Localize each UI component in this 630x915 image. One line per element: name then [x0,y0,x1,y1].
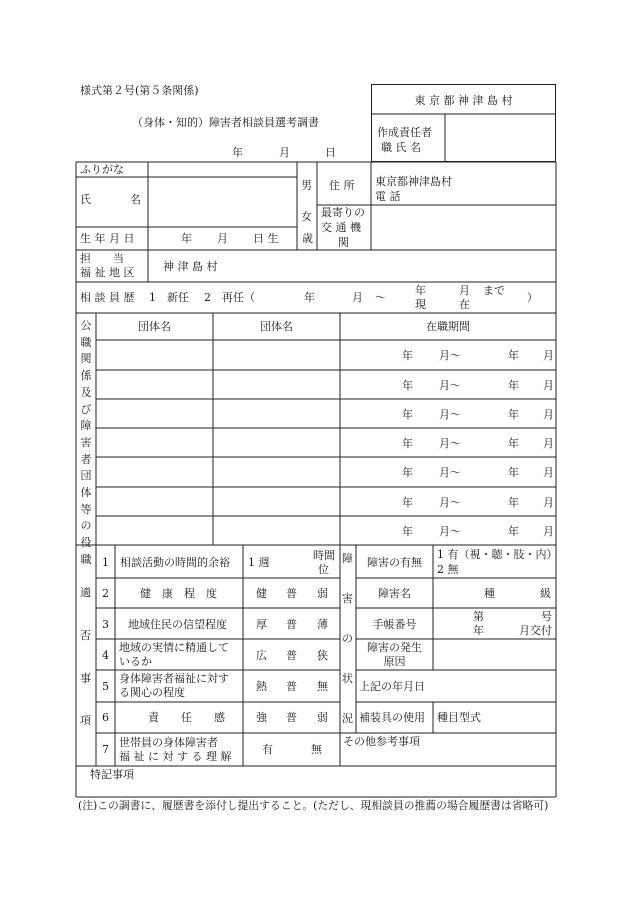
date-year-label: 年 [232,146,243,159]
history-zai: 在 [459,298,470,311]
disability-side-4: 状 [342,672,353,685]
item-no: 2 [102,587,109,600]
col-org-2: 団体名 [260,320,293,333]
birth-label: 生 年 月 日 [80,232,135,245]
col-period: 在職期間 [426,320,470,333]
row-month-from: 月～ [439,349,461,362]
disability-side-5: 況 [342,712,353,725]
row-month-to: 月 [543,379,554,392]
row-year: 年 [402,379,413,392]
item-label-trust: 地域住民の信望程度 [128,618,227,631]
history-year: 年 [304,291,315,304]
family-no: 無 [311,743,322,756]
item-label-family-2: 福 祉 に 対 す る 理 解 [119,750,232,763]
disability-side-2: 害 [342,592,353,605]
row-year-to: 年 [508,437,519,450]
hours-label-1: 時間 [313,549,335,562]
row-year: 年 [402,437,413,450]
item-label-interest-2: る関心の程度 [119,686,185,699]
remarks-label: 特記事項 [90,768,134,781]
disability-grade: 級 [540,587,551,600]
history-tilde: ～ [375,291,386,304]
notebook-year: 年 [473,624,484,637]
transport-label-1: 最寄りの [321,206,365,219]
history-label: 相 談 員 歴 [80,291,135,304]
disability-presence-label: 障害の有無 [367,556,422,569]
row-year: 年 [402,408,413,421]
grade-normal: 普 [286,680,297,693]
birth-month: 月 [217,232,228,245]
item-label-interest-1: 身体障害者福祉に対す [119,672,229,685]
form-number: 様式第２号(第５条関係) [80,84,199,97]
name-label-1: 氏 [80,193,91,206]
grade-high: 広 [256,649,267,662]
col-org-1: 団体名 [138,320,171,333]
item-no: 5 [102,680,109,693]
notebook-issued: 月交付 [519,624,552,637]
disability-kind: 種 [484,587,495,600]
sex-male: 男 [301,179,312,192]
item-no: 1 [102,556,109,569]
row-month-to: 月 [543,437,554,450]
grade-high: 健 [256,587,267,600]
row-year: 年 [402,349,413,362]
grade-high: 強 [256,711,267,724]
onset-date-label: 上記の年月日 [359,680,425,693]
suitability-side-1: 適 [80,586,91,599]
suitability-side-2: 否 [80,629,91,642]
district-value: 神 津 島 村 [163,260,218,273]
item-label-responsibility: 責 任 感 [148,711,225,724]
grade-low: 無 [317,680,328,693]
transport-label-2: 交 通 機 [321,221,361,234]
address-label: 住 所 [329,179,355,192]
birth-year: 年 [181,232,192,245]
positions-side-label: 公職関係及び障害者団体等の役職 [80,319,92,566]
row-year-to: 年 [508,349,519,362]
history-now: 現 [415,298,426,311]
grade-low: 弱 [317,587,328,600]
item-no: 7 [102,743,109,756]
grade-high: 熱 [256,680,267,693]
disability-presence-value-1: 1 有（視・聴・肢・内） [437,548,558,561]
phone-label: 電 話 [375,190,401,203]
grade-low: 弱 [317,711,328,724]
footer-note: (注)この調書に、履歴書を添付し提出すること。(ただし、現相談員の推薦の場合履歴書は省略可) [78,799,549,812]
device-label: 補装具の使用 [359,711,425,724]
disability-side-1: 障 [342,552,353,565]
suitability-side-4: 項 [80,714,91,727]
district-label-2: 福 祉 地 区 [80,266,135,279]
history-re: 2 再任（ [204,291,255,304]
name-label-2: 名 [130,193,141,206]
row-year: 年 [402,525,413,538]
row-year-to: 年 [508,466,519,479]
row-year: 年 [402,466,413,479]
transport-label-3: 関 [338,236,349,249]
grade-normal: 普 [286,618,297,631]
row-month-from: 月～ [439,379,461,392]
row-month-to: 月 [543,349,554,362]
history-made: まで [483,284,505,297]
birth-day: 日 生 [253,232,279,245]
sex-female: 女 [301,210,312,223]
furigana-label: ふりがな [80,163,124,176]
item-no: 3 [102,618,109,631]
item-no: 6 [102,711,109,724]
address-value: 東京都神津島村 [375,175,452,188]
history-new: 1 新任 [149,291,189,304]
row-year: 年 [402,496,413,509]
document-title: （身体・知的）障害者相談員選考調書 [132,116,319,129]
birth-age: 歳 [302,232,313,245]
notebook-dai: 第 [473,610,484,623]
row-month-to: 月 [543,408,554,421]
history-close: ） [527,291,538,304]
creator-label-1: 作成責任者 [377,126,432,139]
history-month2: 月 [459,284,470,297]
onset-label-1: 障害の発生 [367,641,422,654]
row-month-to: 月 [543,466,554,479]
onset-label-2: 原因 [383,655,406,668]
week-label: 1 週 [248,556,270,569]
grade-normal: 普 [286,587,297,600]
item-label-knowledge-2: いるか [119,655,152,668]
grade-normal: 普 [286,711,297,724]
creator-label-2: 職 氏 名 [381,141,421,154]
item-no: 4 [102,649,109,662]
item-label-time: 相談活動の時間的余裕 [120,556,230,569]
row-month-from: 月～ [439,466,461,479]
suitability-side-3: 事 [80,672,91,685]
row-year-to: 年 [508,379,519,392]
disability-name-label: 障害名 [378,587,411,600]
row-month-from: 月～ [439,525,461,538]
grade-normal: 普 [286,649,297,662]
notebook-label: 手帳番号 [372,618,417,631]
date-day-label: 日 [325,146,336,159]
history-year2: 年 [415,284,426,297]
grade-low: 薄 [317,618,328,631]
row-month-to: 月 [543,525,554,538]
family-yes: 有 [262,743,273,756]
grade-low: 狭 [317,649,328,662]
item-label-family-1: 世帯員の身体障害者 [119,736,218,749]
notebook-go: 号 [541,610,552,623]
row-month-to: 月 [543,496,554,509]
village-name: 東 京 都 神 津 島 村 [414,94,513,107]
row-year-to: 年 [508,525,519,538]
district-label-1: 担 当 [80,252,124,265]
row-year-to: 年 [508,496,519,509]
disability-presence-value-2: 2 無 [437,563,459,576]
date-month-label: 月 [279,146,290,159]
hours-label-2: 位 [318,563,329,576]
device-value: 種目型式 [437,711,481,724]
item-label-health: 健 康 程 度 [140,587,217,600]
row-year-to: 年 [508,408,519,421]
row-month-from: 月～ [439,496,461,509]
history-month: 月 [352,291,363,304]
item-label-knowledge-1: 地域の実情に精通して [119,641,229,654]
row-month-from: 月～ [439,437,461,450]
other-label: その他参考事項 [343,735,420,748]
disability-side-3: の [342,632,353,645]
grade-high: 厚 [256,618,267,631]
row-month-from: 月～ [439,408,461,421]
